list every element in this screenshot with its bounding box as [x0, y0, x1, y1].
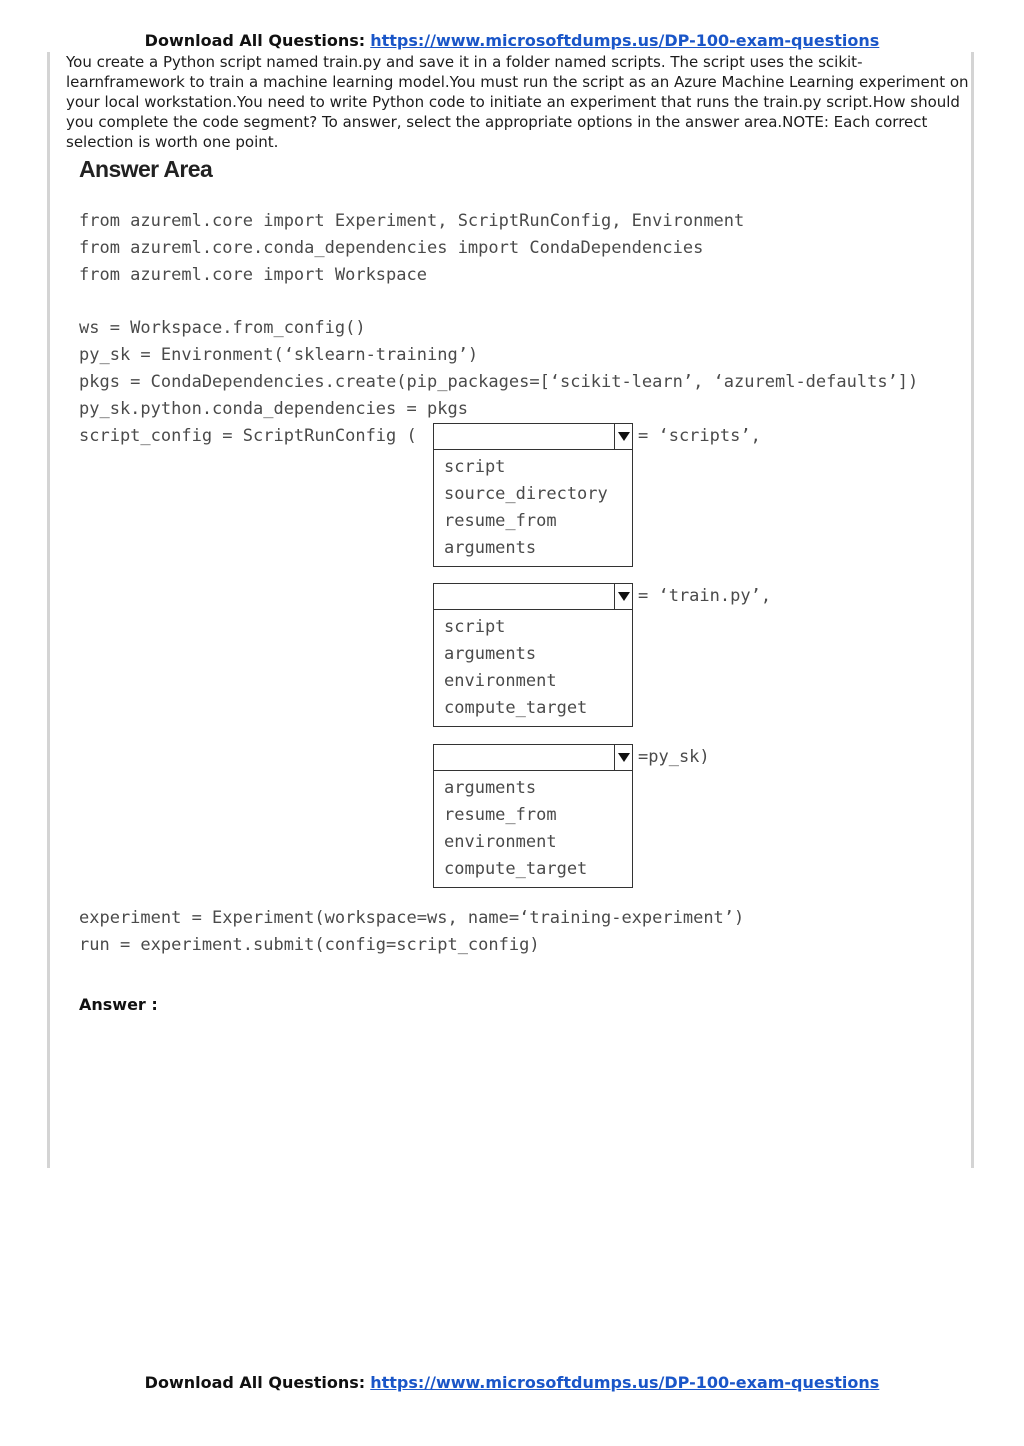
footer-lead-text: Download All Questions: — [144, 1373, 366, 1392]
dropdown-1[interactable] — [433, 423, 633, 567]
code-imports: from azureml.core import Experiment, ScriptRunConfig, Environment from azureml.core.conda_dependencies import CondaDependencies from azureml.core import Workspace — [79, 211, 745, 285]
dropdown-option[interactable]: compute_target — [444, 698, 588, 718]
dropdown-option[interactable]: source_directory — [444, 484, 608, 504]
answer-label: Answer : — [79, 995, 158, 1014]
dropdown-option[interactable]: arguments — [444, 778, 537, 798]
dropdown-3-select-box[interactable] — [434, 745, 632, 771]
dropdown-option[interactable]: arguments — [444, 538, 537, 558]
footer-download-link[interactable]: https://www.microsoftdumps.us/DP-100-exam-questions — [370, 1373, 880, 1392]
dropdown-option[interactable]: compute_target — [444, 859, 588, 879]
content-frame-left-border — [47, 52, 50, 1168]
dropdown-option[interactable]: script — [444, 457, 506, 477]
dropdown-1-select-box[interactable] — [434, 424, 632, 450]
header-download-link[interactable]: https://www.microsoftdumps.us/DP-100-exam-questions — [370, 31, 880, 50]
dropdown-2[interactable] — [433, 583, 633, 727]
content-frame-right-border — [971, 52, 974, 1168]
dropdown-1-suffix: = ‘scripts’, — [638, 426, 761, 446]
chevron-down-icon[interactable] — [614, 584, 632, 609]
code-submit: experiment = Experiment(workspace=ws, name=‘training-experiment’) run = experiment.submit(config=script_config) — [79, 908, 745, 955]
dropdown-option[interactable]: script — [444, 617, 506, 637]
chevron-down-icon[interactable] — [614, 424, 632, 449]
dropdown-3[interactable] — [433, 744, 633, 888]
dropdown-option[interactable]: environment — [444, 832, 557, 852]
answer-area-title: Answer Area — [79, 156, 213, 182]
header-download-line — [0, 31, 1024, 51]
dropdown-2-suffix: = ‘train.py’, — [638, 586, 772, 606]
dropdown-2-select-box[interactable] — [434, 584, 632, 610]
dropdown-option[interactable]: environment — [444, 671, 557, 691]
dropdown-3-suffix: =py_sk) — [638, 747, 710, 767]
dropdown-2-options — [434, 610, 632, 726]
dropdown-option[interactable]: resume_from — [444, 805, 557, 825]
header-lead-text: Download All Questions: — [144, 31, 366, 50]
code-setup: ws = Workspace.from_config() py_sk = Environment(‘sklearn-training’) pkgs = CondaDependencies.create(pip_packages=[‘scikit-learn’, ‘azureml-defaults’]) py_sk.python.conda_dependencies = pkgs script_config = ScriptRunConfig ( — [79, 318, 919, 446]
dropdown-1-options — [434, 450, 632, 566]
question-text: You create a Python script named train.py and save it in a folder named scripts. The script uses the scikit-learnframework to train a machine learning model.You must run the script as an Azure Machine Learning experiment on your local workstation.You need to write Python code to initiate an experiment that runs the train.py script.How should you complete the code segment? To answer, select the appropriate options in the answer area.NOTE: Each correct selection is worth one point. — [66, 53, 969, 151]
chevron-down-icon[interactable] — [614, 745, 632, 770]
dropdown-option[interactable]: arguments — [444, 644, 537, 664]
dropdown-3-options — [434, 771, 632, 887]
dropdown-option[interactable]: resume_from — [444, 511, 557, 531]
footer-download-line — [0, 1373, 1024, 1393]
